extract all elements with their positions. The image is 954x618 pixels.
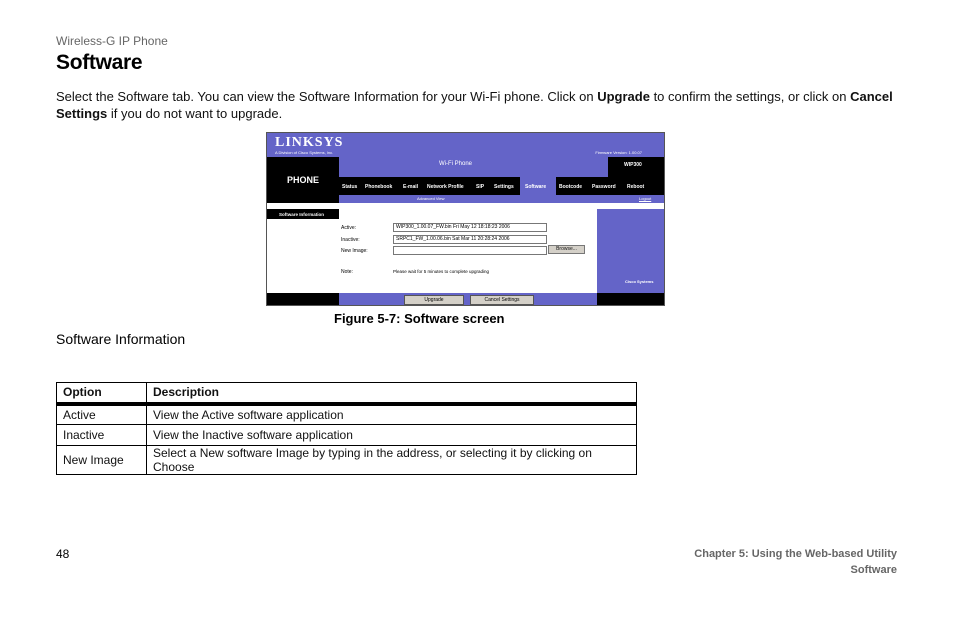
upgrade-button[interactable]: Upgrade [404, 295, 464, 305]
browse-button[interactable]: Browse... [548, 245, 585, 254]
sub-nav-bar [339, 195, 665, 203]
section-heading: Software Information [56, 331, 186, 347]
option-cell: New Image [57, 446, 147, 475]
tab-password[interactable]: Password [592, 184, 616, 190]
linksys-logo: LINKSYS [275, 135, 344, 150]
model-name: WIP300 [624, 162, 642, 168]
running-header: Wireless-G IP Phone [56, 34, 168, 48]
note-text: Please wait for 5 minutes to complete upgrading [393, 269, 490, 274]
product-band [339, 157, 608, 177]
tab-bootcode[interactable]: Bootcode [559, 184, 583, 190]
figure-caption: Figure 5-7: Software screen [334, 311, 505, 326]
new-image-input[interactable] [393, 246, 547, 255]
tab-settings[interactable]: Settings [494, 184, 514, 190]
table-header-row [57, 383, 637, 404]
cancel-settings-term: Cancel Settings [56, 89, 893, 121]
tab-network-profile[interactable]: Network Profile [427, 184, 464, 190]
footer-section: Software [850, 564, 897, 576]
option-cell: Inactive [57, 425, 147, 446]
section-label: PHONE [287, 175, 320, 185]
inactive-label: Inactive: [341, 237, 360, 243]
firmware-version: Firmware Version: 1.00.07 [595, 150, 642, 155]
tab-email[interactable]: E-mail [403, 184, 419, 190]
page-title: Software [56, 51, 143, 74]
intro-paragraph: Select the Software tab. You can view the Software Information for your Wi-Fi phone. Click on Upgrade to confirm the settings, or click on Cancel Settings if you do not want to upgrade. [56, 89, 893, 121]
tab-sip[interactable]: SIP [476, 184, 485, 190]
tab-reboot[interactable]: Reboot [627, 184, 645, 190]
active-field: WIP300_1.00.07_FW.bin Fri May 12 18:18:23 2006 [393, 223, 547, 232]
table-row [57, 446, 637, 475]
tab-software[interactable]: Software [525, 184, 547, 190]
column-header-option: Option [57, 383, 147, 404]
note-label: Note: [341, 269, 353, 275]
column-header-description: Description [147, 383, 637, 404]
logo-subtitle: A Division of Cisco Systems, Inc. [275, 150, 334, 155]
software-screen-figure [266, 132, 665, 306]
side-panel [267, 219, 339, 293]
upgrade-term: Upgrade [597, 89, 650, 104]
side-label: Software Information [279, 212, 325, 217]
tab-status[interactable]: Status [342, 184, 358, 190]
cancel-settings-button[interactable]: Cancel Settings [470, 295, 534, 305]
table-row [57, 404, 637, 425]
options-table [56, 382, 637, 475]
logout-link[interactable]: Logout [639, 196, 652, 201]
table-row [57, 425, 637, 446]
advanced-view-link[interactable]: Advanced View [417, 196, 445, 201]
description-cell: View the Inactive software application [147, 425, 637, 446]
page-number: 48 [56, 547, 70, 561]
active-label: Active: [341, 225, 357, 231]
footer-chapter: Chapter 5: Using the Web-based Utility [694, 548, 897, 560]
description-cell: View the Active software application [147, 404, 637, 425]
bottom-button-bar [339, 293, 597, 306]
description-cell: Select a New software Image by typing in the address, or selecting it by clicking on Choose [147, 446, 637, 475]
tab-phonebook[interactable]: Phonebook [365, 184, 393, 190]
cisco-logo: Cisco Systems [625, 279, 654, 284]
product-name: Wi-Fi Phone [439, 161, 473, 167]
new-image-label: New Image: [341, 248, 368, 254]
inactive-field: SRPC1_FW_1.00.06.bin Sat Mar 11 20:28:24 2006 [393, 235, 547, 244]
option-cell: Active [57, 404, 147, 425]
